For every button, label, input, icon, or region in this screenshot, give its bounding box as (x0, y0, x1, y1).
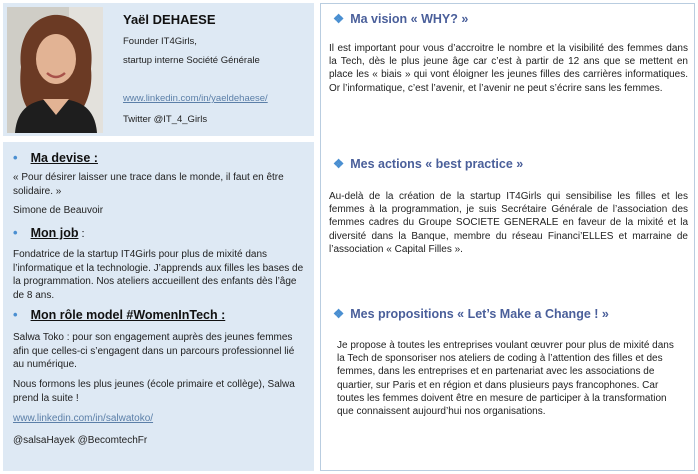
actions-text: Au-delà de la création de la startup IT4Girls qui sensibilise les filles et les femmes à la programmation, je suis Secrétaire Générale de l’association des femmes cadres du Groupe SOCIETE GENERALE en faveur de la mixité et la diversité dans la Banque, membre du réseau Financi’ELLES et marraine de l’association « Capital Filles ». (329, 191, 688, 255)
devise-heading: • Ma devise : (13, 150, 98, 165)
bullet-dot-icon: • (13, 225, 18, 240)
four-diamond-star-icon: ❖ (333, 157, 345, 171)
left-column (3, 142, 314, 471)
vision-heading: ❖ Ma vision « WHY? » (333, 12, 469, 26)
vision-text: Il est important pour vous d’accroitre le nombre et la visibilité des femmes dans la Tech, dès le plus jeune âge car c’est à partir de 12 ans que se mettent en place les « biais » qui vont éloigner les jeunes filles des carrières informatiques. Or l’informatique, c’est l’avenir, et l’avenir ne peut s’écrire sans les femmes. (329, 43, 688, 94)
devise-author: Simone de Beauvoir (13, 205, 104, 216)
four-diamond-star-icon: ❖ (333, 12, 345, 26)
profile-name: Yaël DEHAESE (123, 12, 216, 27)
role-model-handles: @salsaHayek @BecomtechFr (13, 435, 148, 446)
role-model-linkedin-link[interactable]: www.linkedin.com/in/salwatoko/ (13, 413, 154, 424)
profile-photo (7, 7, 103, 133)
bullet-dot-icon: • (13, 307, 18, 322)
profile-twitter-handle: Twitter @IT_4_Girls (123, 114, 208, 125)
role-model-text1: Salwa Toko : pour son engagement auprès des jeunes femmes afin que celles-ci s’engagent dans un parcours professionnel lié au numérique. (13, 332, 295, 370)
profile-role-line1: Founder IT4Girls, (123, 36, 197, 47)
propositions-heading: ❖ Mes propositions « Let’s Make a Change ! » (333, 307, 609, 321)
job-text: Fondatrice de la startup IT4Girls pour plus de mixité dans l’informatique et la technologie. J’apprends aux filles les bases de la programmation. Nos ateliers accueillent des enfants dès l’âge de 8 ans. (13, 249, 304, 301)
devise-quote: « Pour désirer laisser une trace dans le monde, il faut en être solidaire. » (13, 172, 284, 197)
profile-photo-image (7, 7, 103, 133)
role-model-link-wrap (13, 412, 306, 426)
profile-card (3, 3, 314, 136)
profile-role-line2: startup interne Société Générale (123, 55, 260, 66)
role-model-heading: • Mon rôle model #WomenInTech : (13, 307, 226, 322)
role-model-text2: Nous formons les plus jeunes (école primaire et collège), Salwa prend la suite ! (13, 379, 295, 404)
propositions-text: Je propose à toutes les entreprises voulant œuvrer pour plus de mixité dans la Tech de sponsoriser nos ateliers de coding à l’attention des filles et des femmes, dans les entreprises et en partenariat avec les associations de quartier, sur Paris et en région et dans plusieurs pays francophones. Car toutes les femmes doivent être en mesure de participer à la transformation que connaissent aujourd’hui nos organisations. (337, 340, 674, 418)
four-diamond-star-icon: ❖ (333, 307, 345, 321)
bullet-dot-icon: • (13, 150, 18, 165)
actions-heading: ❖ Mes actions « best practice » (333, 157, 524, 171)
right-column (320, 3, 695, 471)
profile-linkedin-link[interactable]: www.linkedin.com/in/yaeldehaese/ (123, 93, 268, 104)
job-heading: • Mon job : (13, 225, 85, 240)
